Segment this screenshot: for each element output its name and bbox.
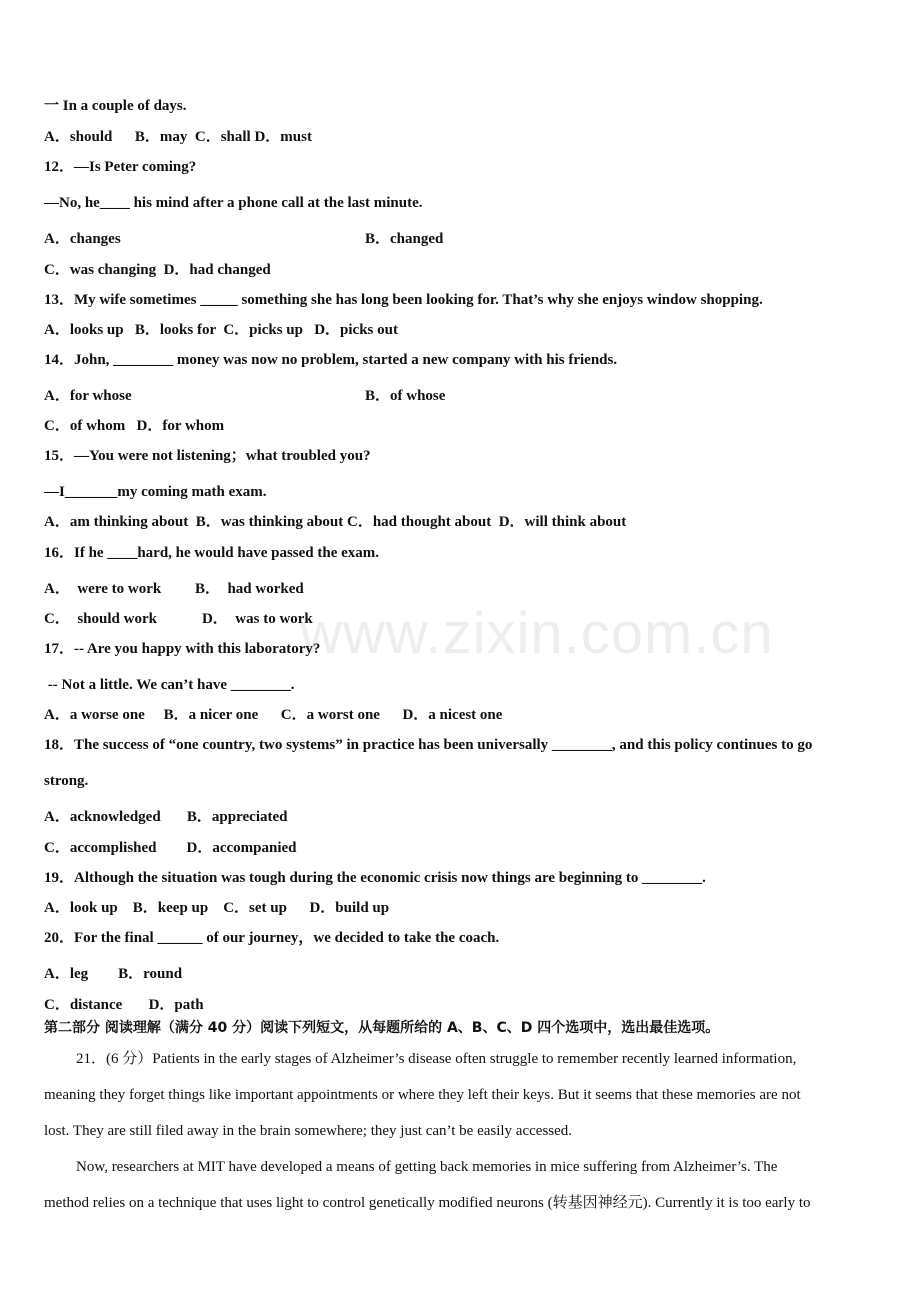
- question-13-options: A．looks up B．looks for C．picks up D．picks out: [44, 322, 398, 338]
- passage-paragraph-1-line-2: meaning they forget things like important appointments or where they left their keys. But it seems that these memories are not: [44, 1087, 801, 1103]
- question-18-options-ab: A．acknowledged B．appreciated: [44, 809, 288, 825]
- watermark: www.zixin.com.cn: [300, 601, 774, 666]
- question-20-options-ab: A．leg B．round: [44, 966, 183, 982]
- question-11-stem-tail: 一 In a couple of days.: [44, 98, 187, 114]
- question-16-stem: 16．If he ____hard, he would have passed the exam.: [44, 545, 380, 561]
- question-20-options-cd: C．distance D．path: [44, 997, 204, 1013]
- question-19-options: A．look up B．keep up C．set up D．build up: [44, 900, 390, 916]
- passage-paragraph-1-line-1: 21．(6 分）Patients in the early stages of Alzheimer’s disease often struggle to remember recently learned information,: [76, 1051, 797, 1067]
- question-16-options-ab: A． were to work B． had worked: [44, 581, 304, 597]
- question-17-options: A．a worse one B．a nicer one C．a worst one D．a nicest one: [44, 707, 503, 723]
- question-12-option-a: A．changes: [44, 231, 121, 247]
- question-13-stem: 13．My wife sometimes _____ something she has long been looking for. That’s why she enjoys window shopping.: [44, 292, 763, 308]
- question-12-response: —No, he____ his mind after a phone call at the last minute.: [44, 195, 423, 211]
- question-17-stem: 17．-- Are you happy with this laboratory?: [44, 641, 321, 657]
- question-18-stem: 18．The success of “one country, two systems” in practice has been universally ________, and this policy continues to go: [44, 737, 813, 753]
- question-12-stem: 12．—Is Peter coming?: [44, 159, 197, 175]
- passage-paragraph-2-line-2: method relies on a technique that uses light to control genetically modified neurons (转基因神经元). Currently it is too early to: [44, 1195, 811, 1211]
- question-19-stem: 19．Although the situation was tough during the economic crisis now things are beginning to ________.: [44, 870, 706, 886]
- section-two-heading: 第二部分 阅读理解（满分 40 分）阅读下列短文，从每题所给的 A、B、C、D 四个选项中，选出最佳选项。: [44, 1020, 720, 1036]
- question-18-options-cd: C．accomplished D．accompanied: [44, 840, 297, 856]
- question-14-option-a: A．for whose: [44, 388, 132, 404]
- passage-paragraph-1-line-3: lost. They are still filed away in the brain somewhere; they just can’t be easily accessed.: [44, 1123, 573, 1139]
- question-12-options-cd: C．was changing D．had changed: [44, 262, 271, 278]
- question-18-stem-continued: strong.: [44, 773, 89, 789]
- passage-paragraph-2-line-1: Now, researchers at MIT have developed a means of getting back memories in mice suffering from Alzheimer’s. The: [76, 1159, 778, 1175]
- question-15-stem: 15．—You were not listening；what troubled you?: [44, 448, 371, 464]
- question-17-response: -- Not a little. We can’t have ________.: [44, 677, 295, 693]
- question-16-options-cd: C． should work D． was to work: [44, 611, 313, 627]
- question-20-stem: 20．For the final ______ of our journey，we decided to take the coach.: [44, 930, 500, 946]
- question-11-options: A．should B．may C．shall D．must: [44, 129, 312, 145]
- question-14-options-cd: C．of whom D．for whom: [44, 418, 225, 434]
- question-15-response: —I_______my coming math exam.: [44, 484, 267, 500]
- question-15-options: A．am thinking about B．was thinking about C．had thought about D．will think about: [44, 514, 627, 530]
- question-14-option-b: B．of whose: [365, 388, 446, 404]
- question-12-option-b: B．changed: [365, 231, 444, 247]
- question-14-stem: 14．John, ________ money was now no problem, started a new company with his friends.: [44, 352, 618, 368]
